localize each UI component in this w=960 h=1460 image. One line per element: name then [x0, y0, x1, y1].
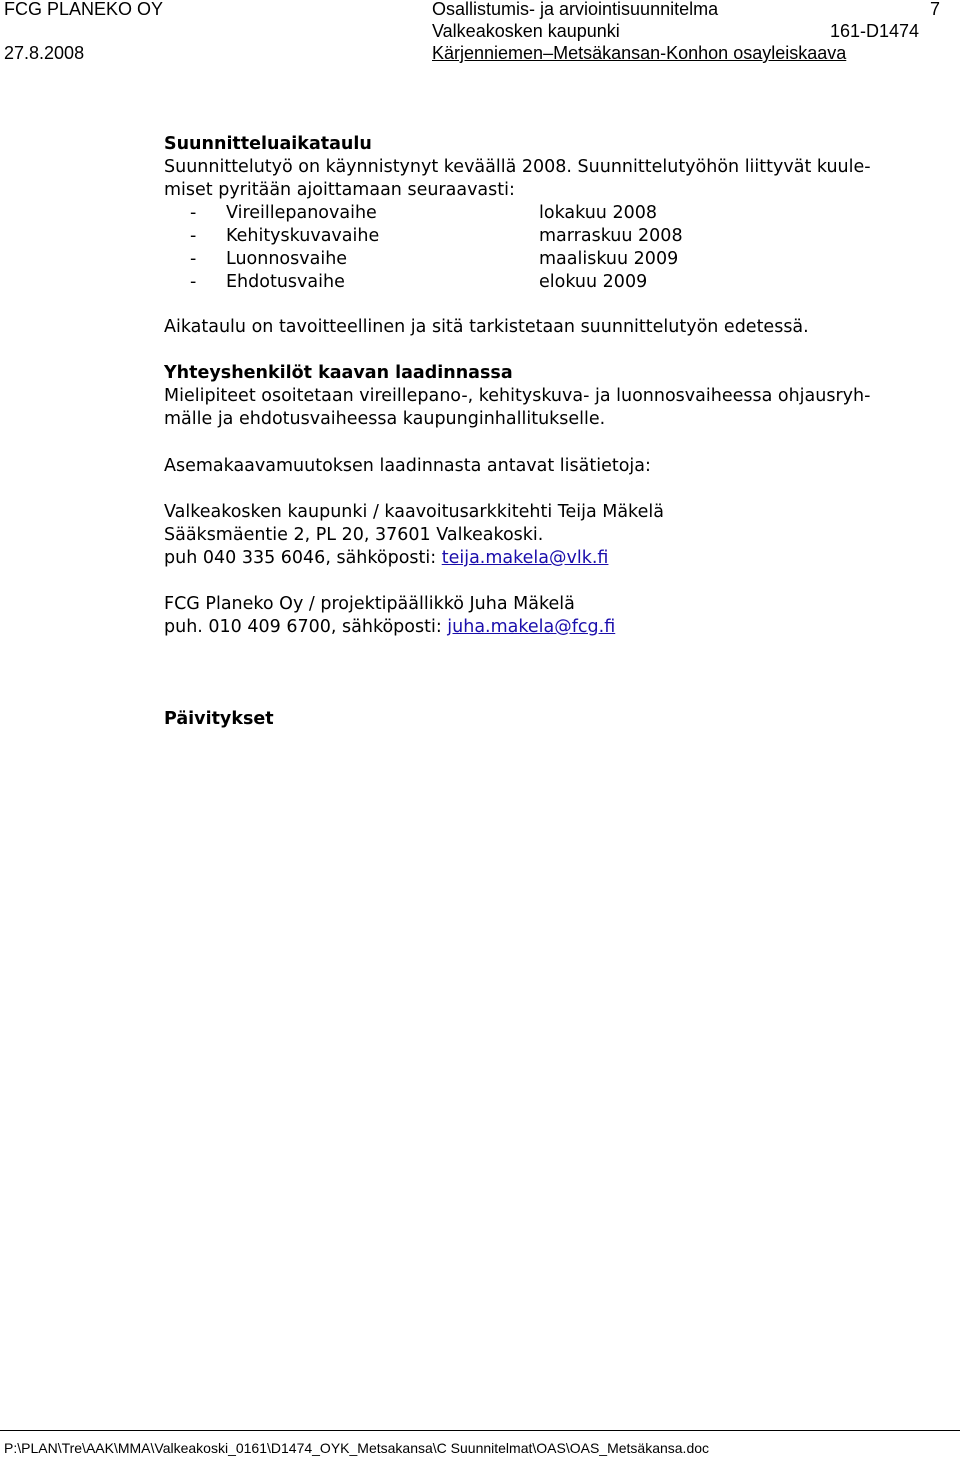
contacts-section — [164, 362, 952, 431]
schedule-section — [164, 133, 952, 294]
schedule-item-dash: - — [190, 203, 197, 223]
schedule-item-phase: Vireillepanovaihe — [226, 203, 377, 223]
schedule-heading: Suunnitteluaikataulu — [164, 134, 372, 154]
contact-1-email-link[interactable]: teija.makela@vlk.fi — [441, 548, 609, 568]
contacts-para-line1: Mielipiteet osoitetaan vireillepano-, kehityskuva- ja luonnosvaiheessa ohjausryh- — [164, 386, 871, 406]
schedule-item-dash: - — [190, 226, 197, 246]
schedule-note: Aikataulu on tavoitteellinen ja sitä tarkistetaan suunnittelutyön edetessä. — [164, 317, 809, 337]
contacts-info-intro: Asemakaavamuutoksen laadinnasta antavat lisätietoja: — [164, 456, 651, 476]
schedule-item-phase: Luonnosvaihe — [226, 249, 348, 269]
contacts-heading: Yhteyshenkilöt kaavan laadinnassa — [164, 363, 513, 383]
contact-1-phone — [164, 547, 952, 570]
schedule-item — [164, 202, 952, 225]
schedule-item-date: maaliskuu 2009 — [539, 249, 679, 269]
schedule-intro-line2: miset pyritään ajoittamaan seuraavasti: — [164, 180, 515, 200]
header-page-number: 7 — [930, 0, 941, 19]
contact-person-2 — [164, 593, 952, 639]
schedule-item — [164, 271, 952, 294]
footer-path: P:\PLAN\Tre\AAK\MMA\Valkeakoski_0161\D1474_OYK_Metsakansa\C Suunnitelmat\OAS\OAS_Metsäkansa.doc — [4, 1440, 710, 1456]
schedule-item-date: lokakuu 2008 — [539, 203, 657, 223]
header-date: 27.8.2008 — [4, 43, 85, 63]
schedule-intro-line1: Suunnittelutyö on käynnistynyt keväällä 2008. Suunnittelutyöhön liittyvät kuule- — [164, 157, 871, 177]
contact-2-email-link[interactable]: juha.makela@fcg.fi — [447, 617, 616, 637]
contact-1-line1: Valkeakosken kaupunki / kaavoitusarkkitehti Teija Mäkelä — [164, 502, 664, 522]
header-municipality: Valkeakosken kaupunki — [432, 21, 620, 41]
contact-person-1 — [164, 501, 952, 570]
header-company: FCG PLANEKO OY — [4, 0, 164, 19]
schedule-item-dash: - — [190, 249, 197, 269]
contact-2-line1: FCG Planeko Oy / projektipäällikkö Juha Mäkelä — [164, 594, 575, 614]
header-doc-title: Osallistumis- ja arviointisuunnitelma — [432, 0, 719, 19]
footer-divider — [0, 1430, 960, 1431]
schedule-item-date: elokuu 2009 — [539, 272, 648, 292]
header-project-code: 161-D1474 — [830, 21, 920, 41]
schedule-item — [164, 225, 952, 248]
schedule-item-dash: - — [190, 272, 197, 292]
contacts-para-line2: mälle ja ehdotusvaiheessa kaupunginhallitukselle. — [164, 409, 606, 429]
contact-2-phone — [164, 616, 952, 639]
contact-1-line2: Sääksmäentie 2, PL 20, 37601 Valkeakoski. — [164, 525, 544, 545]
updates-heading: Päivitykset — [164, 709, 274, 729]
schedule-item-phase: Ehdotusvaihe — [226, 272, 345, 292]
contact-2-phone-text: puh. 010 409 6700, sähköposti: — [164, 617, 448, 637]
contact-1-phone-text: puh 040 335 6046, sähköposti: — [164, 548, 442, 568]
schedule-item — [164, 248, 952, 271]
schedule-item-phase: Kehityskuvavaihe — [226, 226, 380, 246]
schedule-item-date: marraskuu 2008 — [539, 226, 683, 246]
header-area: Kärjenniemen–Metsäkansan-Konhon osayleiskaava — [432, 43, 847, 63]
